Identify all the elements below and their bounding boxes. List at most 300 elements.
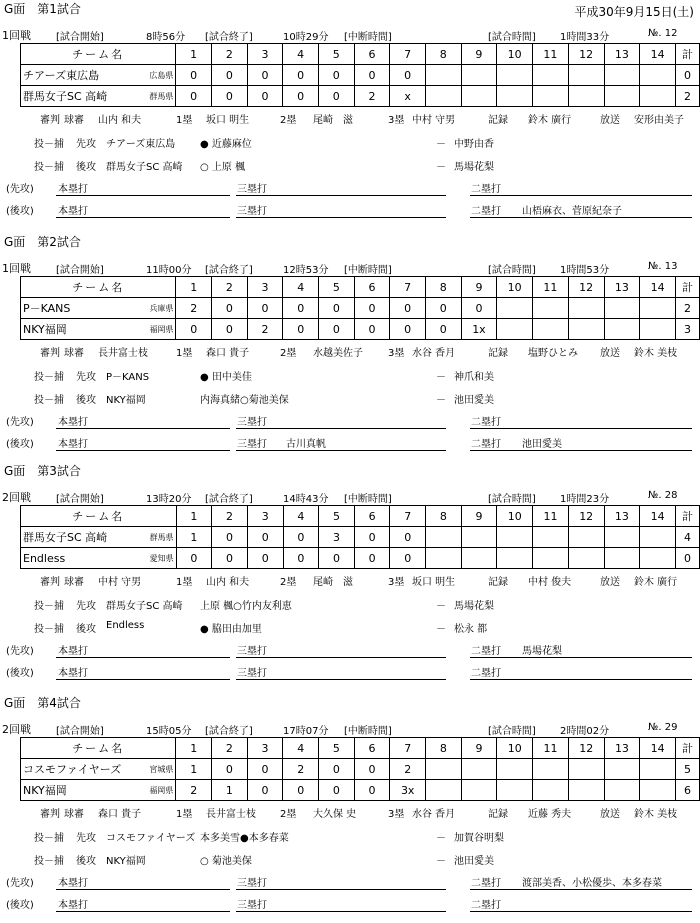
round-label: 2回戦 (2, 723, 31, 736)
inning-header: 12 (568, 44, 604, 65)
triple-label: 三塁打 (237, 206, 267, 217)
team-prefecture: 兵庫県 (149, 304, 174, 313)
double-label: 二塁打 (471, 417, 501, 428)
double-batters: 池田愛美 (522, 439, 562, 450)
inning-score: 2 (176, 780, 212, 801)
inning-score (640, 86, 676, 107)
end-time: 17時07分 (283, 726, 329, 737)
inning-score: 1 (176, 759, 212, 780)
batting-order: 後攻 (76, 856, 96, 867)
total-score: 2 (675, 298, 699, 319)
catcher: 松永 都 (454, 624, 488, 635)
underline (236, 428, 446, 429)
third-base-label: 3塁 (388, 577, 405, 588)
inning-header: 10 (497, 44, 533, 65)
double-label: 二塁打 (471, 439, 501, 450)
dash: － (436, 139, 446, 150)
inning-score (497, 298, 533, 319)
double-batters: 馬場花梨 (522, 646, 562, 657)
team-row (21, 780, 700, 801)
linescore-header-row (21, 738, 700, 759)
second-base-umpire: 尾崎 滋 (313, 577, 353, 588)
first-base-label: 1塁 (176, 348, 193, 359)
underline (470, 195, 692, 196)
first-base-umpire: 坂口 明生 (206, 115, 250, 126)
third-base-label: 3塁 (388, 348, 405, 359)
battery-line (0, 135, 700, 149)
inning-header: 14 (640, 44, 676, 65)
batting-order: 先攻 (76, 833, 96, 844)
inning-header: 3 (247, 44, 283, 65)
inning-score: 0 (212, 298, 248, 319)
second-base-label: 2塁 (280, 115, 297, 126)
inning-score (568, 780, 604, 801)
broadcast-label: 放送 (600, 115, 620, 126)
inning-score (604, 548, 640, 569)
catcher: 加賀谷明梨 (454, 833, 504, 844)
report-date: 平成30年9月15日(土) (574, 5, 694, 19)
battery-label: 投－捕 (34, 856, 64, 867)
inning-score: 0 (354, 548, 390, 569)
first-base-umpire: 森口 貴子 (206, 348, 250, 359)
game-number: №. 12 (648, 28, 678, 39)
first-base-umpire: 長井富士枝 (206, 809, 256, 820)
inning-score (640, 759, 676, 780)
inning-header: 4 (283, 506, 319, 527)
catcher: 中野由香 (454, 139, 494, 150)
team-row (21, 86, 700, 107)
second-base-umpire: 水越美佐子 (313, 348, 363, 359)
batting-side: (後攻) (6, 668, 34, 679)
second-base-umpire: 大久保 史 (313, 809, 357, 820)
inning-score: 0 (283, 86, 319, 107)
inning-score (533, 298, 569, 319)
inning-header: 8 (425, 44, 461, 65)
record-keeper: 鈴木 廣行 (528, 115, 572, 126)
inning-score: 0 (318, 65, 354, 86)
batting-side: (先攻) (6, 184, 34, 195)
inning-score: 1 (176, 527, 212, 548)
inning-score (604, 65, 640, 86)
team-name: コスモファイヤーズ (23, 763, 122, 776)
inning-header: 14 (640, 506, 676, 527)
inning-score (533, 319, 569, 340)
inning-score: 0 (247, 65, 283, 86)
inning-score: 1 (212, 780, 248, 801)
inning-score: 0 (176, 548, 212, 569)
inning-score: 0 (247, 780, 283, 801)
game-block (0, 465, 700, 691)
game-title: G面 第3試合 (4, 464, 81, 478)
inning-score (640, 780, 676, 801)
inning-score: 0 (247, 548, 283, 569)
double-label: 二塁打 (471, 206, 501, 217)
game-title: G面 第2試合 (4, 235, 81, 249)
start-time: 15時05分 (146, 726, 192, 737)
battery-team: NKY福岡 (106, 395, 146, 406)
inning-header: 14 (640, 277, 676, 298)
broadcast-label: 放送 (600, 809, 620, 820)
underline (470, 889, 692, 890)
underline (470, 911, 692, 912)
inning-score (497, 527, 533, 548)
inning-header: 6 (354, 738, 390, 759)
team-prefecture: 宮城県 (149, 765, 174, 774)
pitchers: ○ 菊池美保 (200, 856, 252, 867)
linescore-table (20, 43, 700, 107)
inning-score: 2 (283, 759, 319, 780)
team-prefecture: 群馬県 (149, 92, 174, 101)
underline (236, 679, 446, 680)
pitchers: ● 田中美佳 (200, 372, 252, 383)
inning-score: 0 (354, 780, 390, 801)
broadcast-label: 放送 (600, 577, 620, 588)
home-run-label: 本塁打 (58, 206, 88, 217)
inning-score: 0 (247, 298, 283, 319)
team-name: 群馬女子SC 高崎 (23, 531, 108, 544)
team-row (21, 548, 700, 569)
underline (56, 450, 230, 451)
plate-label: 球審 (64, 809, 84, 820)
umpire-row (0, 111, 700, 125)
game-info-line (0, 260, 700, 274)
inning-score: 0 (247, 759, 283, 780)
broadcast-label: 放送 (600, 348, 620, 359)
inning-score: 0 (319, 319, 355, 340)
inning-header: 1 (176, 738, 212, 759)
inning-score (604, 298, 640, 319)
batting-order: 後攻 (76, 395, 96, 406)
battery-line (0, 368, 700, 382)
inning-score: 2 (354, 86, 390, 107)
team-prefecture: 福岡県 (149, 786, 174, 795)
underline (236, 911, 446, 912)
inning-header: 8 (426, 738, 462, 759)
battery-team: コスモファイヤーズ (106, 833, 196, 844)
double-label: 二塁打 (471, 900, 501, 911)
catcher: 池田愛美 (454, 856, 494, 867)
inning-score: 2 (176, 298, 212, 319)
battery-team: 群馬女子SC 高崎 (106, 162, 183, 173)
suspension-label: [中断時間] (344, 32, 392, 43)
total-header: 計 (676, 44, 700, 65)
broadcaster: 鈴木 廣行 (634, 577, 678, 588)
batting-side: (先攻) (6, 417, 34, 428)
game-info-line (0, 489, 700, 503)
inning-header: 9 (461, 506, 497, 527)
end-time: 14時43分 (283, 494, 329, 505)
inning-header: 2 (212, 506, 248, 527)
inning-header: 3 (247, 506, 283, 527)
suspension-label: [中断時間] (344, 494, 392, 505)
inning-score: 0 (354, 319, 390, 340)
inning-score (640, 548, 676, 569)
game-info-line (0, 721, 700, 735)
inning-score (604, 319, 640, 340)
inning-score (497, 759, 533, 780)
start-time: 8時56分 (146, 32, 186, 43)
batting-order: 先攻 (76, 601, 96, 612)
umpire-row (0, 805, 700, 819)
team-cell (21, 548, 177, 569)
team-name: P－KANS (23, 302, 71, 315)
battery-label: 投－捕 (34, 395, 64, 406)
inning-score: 0 (318, 86, 354, 107)
game-block (0, 236, 700, 462)
inning-header: 5 (318, 44, 354, 65)
triple-label: 三塁打 (237, 184, 267, 195)
inning-score: 0 (283, 548, 319, 569)
inning-score (461, 780, 497, 801)
total-header: 計 (675, 277, 699, 298)
umpire-label: 審判 (40, 577, 60, 588)
extra-base-hits-row (0, 180, 700, 196)
triple-label: 三塁打 (237, 417, 267, 428)
umpire-row (0, 573, 700, 587)
inning-score: 3x (390, 780, 426, 801)
batting-order: 後攻 (76, 624, 96, 635)
extra-base-hits-row (0, 202, 700, 218)
dash: － (436, 395, 446, 406)
inning-header: 9 (461, 44, 497, 65)
team-cell (21, 65, 176, 86)
underline (470, 217, 692, 218)
total-score: 6 (676, 780, 700, 801)
game-number: №. 28 (648, 490, 678, 501)
batting-order: 先攻 (76, 372, 96, 383)
plate-umpire: 山内 和夫 (98, 115, 142, 126)
pitchers: 本多美雪●本多春菜 (200, 833, 289, 844)
underline (470, 657, 692, 658)
linescore-header-row (21, 277, 700, 298)
inning-header: 11 (533, 277, 569, 298)
pitchers: ● 近藤麻位 (200, 139, 252, 150)
inning-header: 3 (247, 277, 283, 298)
team-row (21, 298, 700, 319)
triple-label: 三塁打 (237, 668, 267, 679)
inning-score: 0 (176, 86, 212, 107)
total-header: 計 (676, 506, 700, 527)
game-title: G面 第1試合 (4, 2, 81, 16)
umpire-label: 審判 (40, 115, 60, 126)
end-time: 10時29分 (283, 32, 329, 43)
inning-score: 3 (319, 527, 355, 548)
inning-header: 14 (640, 738, 676, 759)
battery-team: 群馬女子SC 高崎 (106, 601, 183, 612)
inning-score: 0 (354, 527, 390, 548)
inning-score (568, 298, 604, 319)
team-name: Endless (23, 551, 66, 565)
inning-score (426, 780, 462, 801)
inning-score: 1x (461, 319, 497, 340)
inning-score: 0 (319, 548, 355, 569)
underline (56, 889, 230, 890)
battery-line (0, 597, 700, 611)
duration-time: 1時間23分 (560, 494, 610, 505)
inning-score (568, 759, 604, 780)
start-label: [試合開始] (56, 32, 104, 43)
home-run-label: 本塁打 (58, 184, 88, 195)
linescore-header-row (21, 506, 700, 527)
inning-header: 1 (176, 277, 212, 298)
inning-header: 5 (319, 277, 355, 298)
inning-score: 0 (283, 527, 319, 548)
inning-header: 11 (533, 44, 569, 65)
home-run-label: 本塁打 (58, 417, 88, 428)
inning-score (461, 527, 497, 548)
battery-team: Endless (106, 620, 145, 631)
inning-score: 0 (354, 65, 390, 86)
first-base-umpire: 山内 和夫 (206, 577, 250, 588)
total-header: 計 (676, 738, 700, 759)
inning-score: 0 (283, 298, 319, 319)
second-base-label: 2塁 (280, 809, 297, 820)
suspension-label: [中断時間] (344, 265, 392, 276)
total-score: 0 (676, 548, 700, 569)
inning-score (497, 548, 533, 569)
inning-score (497, 319, 533, 340)
inning-header: 5 (319, 506, 355, 527)
dash: － (436, 856, 446, 867)
inning-score: 0 (425, 298, 461, 319)
home-run-label: 本塁打 (58, 878, 88, 889)
record-keeper: 塩野ひとみ (528, 348, 578, 359)
battery-team: チアーズ東広島 (106, 139, 176, 150)
team-name: NKY福岡 (23, 784, 67, 797)
inning-score (640, 527, 676, 548)
broadcaster: 鈴木 美枝 (634, 809, 678, 820)
inning-header: 1 (176, 44, 212, 65)
inning-header: 11 (533, 506, 569, 527)
duration-time: 2時間02分 (560, 726, 610, 737)
inning-header: 6 (354, 506, 390, 527)
inning-header: 6 (354, 277, 390, 298)
inning-score: 0 (176, 319, 212, 340)
record-keeper: 中村 俊夫 (528, 577, 572, 588)
inning-score: 0 (212, 86, 248, 107)
duration-time: 1時間33分 (560, 32, 610, 43)
team-prefecture: 群馬県 (149, 533, 174, 542)
team-cell (21, 298, 176, 319)
end-label: [試合終了] (205, 726, 253, 737)
inning-score: 0 (425, 319, 461, 340)
inning-header: 7 (390, 506, 426, 527)
record-label: 記録 (488, 809, 508, 820)
battery-label: 投－捕 (34, 162, 64, 173)
team-row (21, 759, 700, 780)
inning-score (604, 527, 640, 548)
inning-score (461, 759, 497, 780)
inning-score: 0 (390, 65, 426, 86)
underline (56, 195, 230, 196)
inning-score: 0 (212, 759, 248, 780)
dash: － (436, 372, 446, 383)
double-label: 二塁打 (471, 184, 501, 195)
battery-label: 投－捕 (34, 624, 64, 635)
team-cell (21, 780, 176, 801)
batting-side: (後攻) (6, 900, 34, 911)
extra-base-hits-row (0, 664, 700, 680)
inning-score (461, 65, 497, 86)
battery-team: NKY福岡 (106, 856, 146, 867)
inning-score: 0 (212, 319, 248, 340)
triple-label: 三塁打 (237, 439, 267, 450)
batting-side: (先攻) (6, 878, 34, 889)
inning-score: 0 (390, 527, 426, 548)
round-label: 2回戦 (2, 491, 31, 504)
batting-order: 後攻 (76, 162, 96, 173)
inning-score: 0 (247, 86, 283, 107)
inning-score (497, 65, 533, 86)
underline (56, 679, 230, 680)
team-name: チアーズ東広島 (23, 69, 100, 82)
dash: － (436, 624, 446, 635)
plate-umpire: 中村 守男 (98, 577, 142, 588)
record-keeper: 近藤 秀夫 (528, 809, 572, 820)
battery-line (0, 391, 700, 405)
double-batters: 山梧麻衣、菅原紀奈子 (522, 206, 622, 217)
battery-label: 投－捕 (34, 139, 64, 150)
first-base-label: 1塁 (176, 577, 193, 588)
pitchers: 内海真緒○菊池美保 (200, 395, 289, 406)
team-name: 群馬女子SC 高崎 (23, 90, 108, 103)
team-row (21, 65, 700, 86)
double-label: 二塁打 (471, 646, 501, 657)
inning-header: 13 (604, 738, 640, 759)
batting-side: (先攻) (6, 646, 34, 657)
broadcaster: 安形由美子 (634, 115, 684, 126)
inning-score: 0 (354, 298, 390, 319)
duration-label: [試合時間] (488, 265, 536, 276)
team-cell (21, 86, 176, 107)
inning-score (425, 65, 461, 86)
end-label: [試合終了] (205, 32, 253, 43)
inning-header: 5 (319, 738, 355, 759)
inning-header: 11 (533, 738, 569, 759)
inning-header: 2 (212, 44, 248, 65)
inning-score: 0 (319, 759, 355, 780)
start-label: [試合開始] (56, 726, 104, 737)
round-label: 1回戦 (2, 262, 31, 275)
inning-score (426, 527, 462, 548)
inning-score (568, 86, 604, 107)
third-base-umpire: 水谷 香月 (412, 809, 456, 820)
inning-score: 0 (283, 319, 319, 340)
inning-header: 8 (426, 506, 462, 527)
dash: － (436, 833, 446, 844)
battery-line (0, 158, 700, 172)
dash: － (436, 162, 446, 173)
battery-label: 投－捕 (34, 372, 64, 383)
team-name-header: チーム名 (21, 277, 176, 298)
inning-score (497, 780, 533, 801)
inning-header: 4 (283, 738, 319, 759)
linescore-table (20, 737, 700, 801)
inning-header: 3 (247, 738, 283, 759)
inning-header: 13 (604, 44, 640, 65)
underline (56, 217, 230, 218)
duration-label: [試合時間] (488, 726, 536, 737)
third-base-umpire: 坂口 明生 (412, 577, 456, 588)
extra-base-hits-row (0, 435, 700, 451)
game-number: №. 13 (648, 261, 678, 272)
inning-score (640, 298, 676, 319)
inning-score: 0 (247, 527, 283, 548)
total-score: 5 (676, 759, 700, 780)
first-base-label: 1塁 (176, 115, 193, 126)
plate-label: 球審 (64, 348, 84, 359)
batting-side: (後攻) (6, 439, 34, 450)
